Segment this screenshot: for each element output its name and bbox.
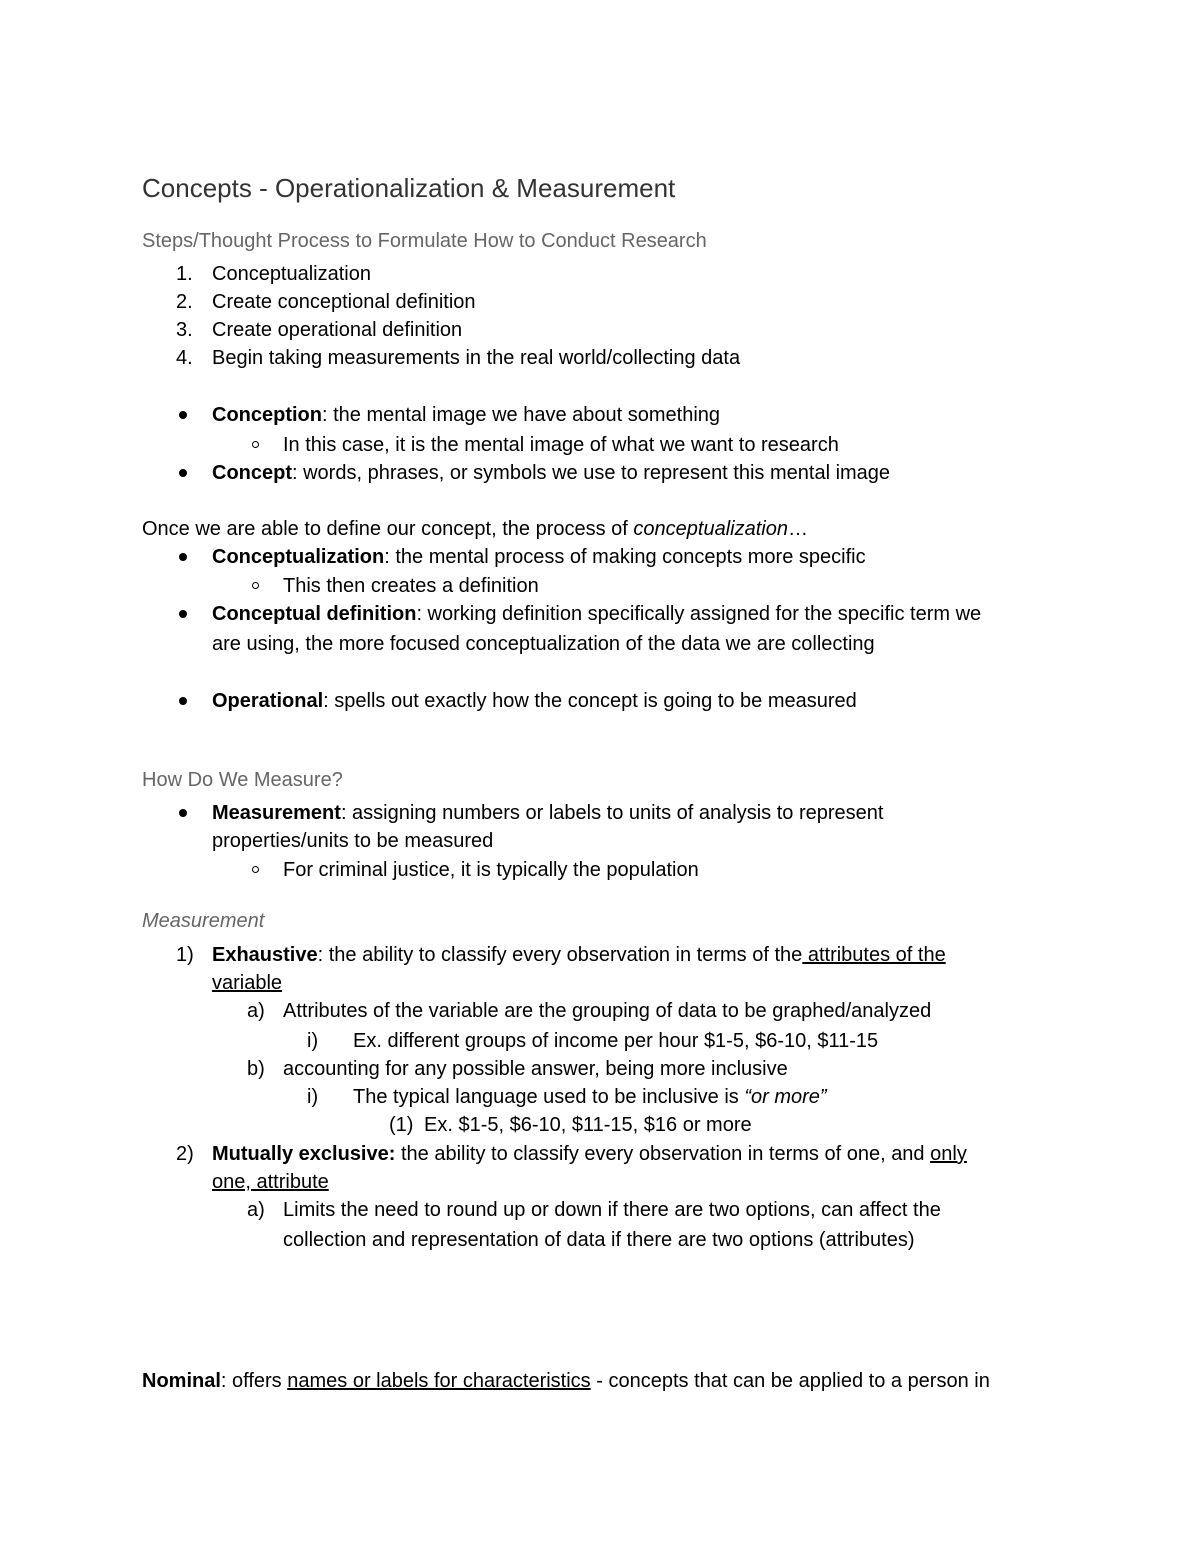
term-conceptualization: Conceptualization [212,546,385,568]
underlined-text: names or labels for characteristics [287,1370,591,1392]
definition-text: the ability to classify every observation in terms of one, and [395,1143,931,1165]
bullet-icon [179,411,187,419]
exhaustive-point-b-i-1: Ex. $1-5, $6-10, $11-15, $16 or more [424,1114,752,1136]
conception-sub-note: In this case, it is the mental image of what we want to research [283,434,839,456]
exhaustive-definition-line2 [212,971,282,995]
measurement-definition-line2: properties/units to be measured [212,830,494,852]
definition-text: : spells out exactly how the concept is going to be measured [323,690,857,712]
conceptualization-sub-note: This then creates a definition [283,575,539,597]
list-marker: 1) [176,944,194,966]
list-marker: 2. [176,291,193,313]
mutually-exclusive-line2 [212,1170,329,1194]
bullet-icon [179,809,187,817]
list-marker: a) [247,1199,265,1221]
intro-italic: conceptualization [633,518,788,540]
list-item-text: Conceptualization [212,263,371,285]
measurement-sub-note: For criminal justice, it is typically the population [283,859,699,881]
term-mutually-exclusive: Mutually exclusive: [212,1143,396,1165]
underlined-text: variable [212,972,283,994]
definition-text: : offers [220,1370,288,1392]
page-title: Concepts - Operationalization & Measurement [142,173,676,203]
list-marker: b) [247,1058,265,1080]
mutually-exclusive-point-a: Limits the need to round up or down if there are two options, can affect the [283,1199,941,1221]
hollow-bullet-icon [252,582,259,589]
conceptual-definition-line2: are using, the more focused conceptualization of the data we are collecting [212,633,875,655]
term-operational: Operational [212,690,324,712]
concept-definition [212,461,890,485]
hollow-bullet-icon [252,441,259,448]
underlined-text: attributes of the [802,944,946,966]
conceptualization-intro [142,517,808,541]
nominal-definition [142,1369,990,1393]
term-conceptual-definition: Conceptual definition [212,603,417,625]
definition-text: : words, phrases, or symbols we use to represent this mental image [292,462,891,484]
point-text: The typical language used to be inclusive is [353,1086,745,1108]
definition-text: : the mental process of making concepts more specific [384,546,866,568]
term-concept: Concept [212,462,292,484]
intro-end: … [787,518,808,540]
list-marker: i) [307,1030,319,1052]
intro-text: Once we are able to define our concept, the process of [142,518,634,540]
measurement-heading: Measurement [142,910,265,932]
steps-heading: Steps/Thought Process to Formulate How to Conduct Research [142,230,707,252]
definition-text: - concepts that can be applied to a person in [590,1370,990,1392]
list-marker: (1) [389,1114,414,1136]
bullet-icon [179,610,187,618]
bullet-icon [179,469,187,477]
mutually-exclusive-point-a-line2: collection and representation of data if there are two options (attributes) [283,1229,915,1251]
list-item-text: Begin taking measurements in the real world/collecting data [212,347,741,369]
italic-text: “or more” [744,1086,827,1108]
exhaustive-point-a-i: Ex. different groups of income per hour $1-5, $6-10, $11-15 [353,1030,879,1052]
list-item-text: Create operational definition [212,319,463,341]
how-measure-heading: How Do We Measure? [142,769,343,791]
exhaustive-definition [212,943,946,967]
list-marker: 2) [176,1143,194,1165]
bullet-icon [179,553,187,561]
conceptualization-definition [212,545,866,569]
list-marker: i) [307,1086,319,1108]
conceptual-definition [212,602,981,626]
exhaustive-point-b-i [353,1085,827,1109]
list-marker: 4. [176,347,193,369]
term-nominal: Nominal [142,1370,221,1392]
term-conception: Conception [212,404,322,426]
exhaustive-point-a: Attributes of the variable are the grouping of data to be graphed/analyzed [283,1000,932,1022]
list-marker: 1. [176,263,193,285]
hollow-bullet-icon [252,866,259,873]
exhaustive-point-b: accounting for any possible answer, being more inclusive [283,1058,788,1080]
list-marker: a) [247,1000,265,1022]
definition-text: : the ability to classify every observation in terms of the [317,944,803,966]
underlined-text: one, attribute [212,1171,329,1193]
bullet-icon [179,697,187,705]
definition-text: : working definition specifically assigned for the specific term we [416,603,982,625]
operational-definition [212,689,857,713]
term-exhaustive: Exhaustive [212,944,318,966]
underlined-text: only [930,1143,967,1165]
measurement-definition [212,801,883,825]
term-measurement: Measurement [212,802,341,824]
mutually-exclusive-definition [212,1142,967,1166]
list-marker: 3. [176,319,193,341]
definition-text: : assigning numbers or labels to units of analysis to represent [340,802,884,824]
list-item-text: Create conceptional definition [212,291,476,313]
definition-text: : the mental image we have about something [322,404,721,426]
conception-definition [212,403,720,427]
